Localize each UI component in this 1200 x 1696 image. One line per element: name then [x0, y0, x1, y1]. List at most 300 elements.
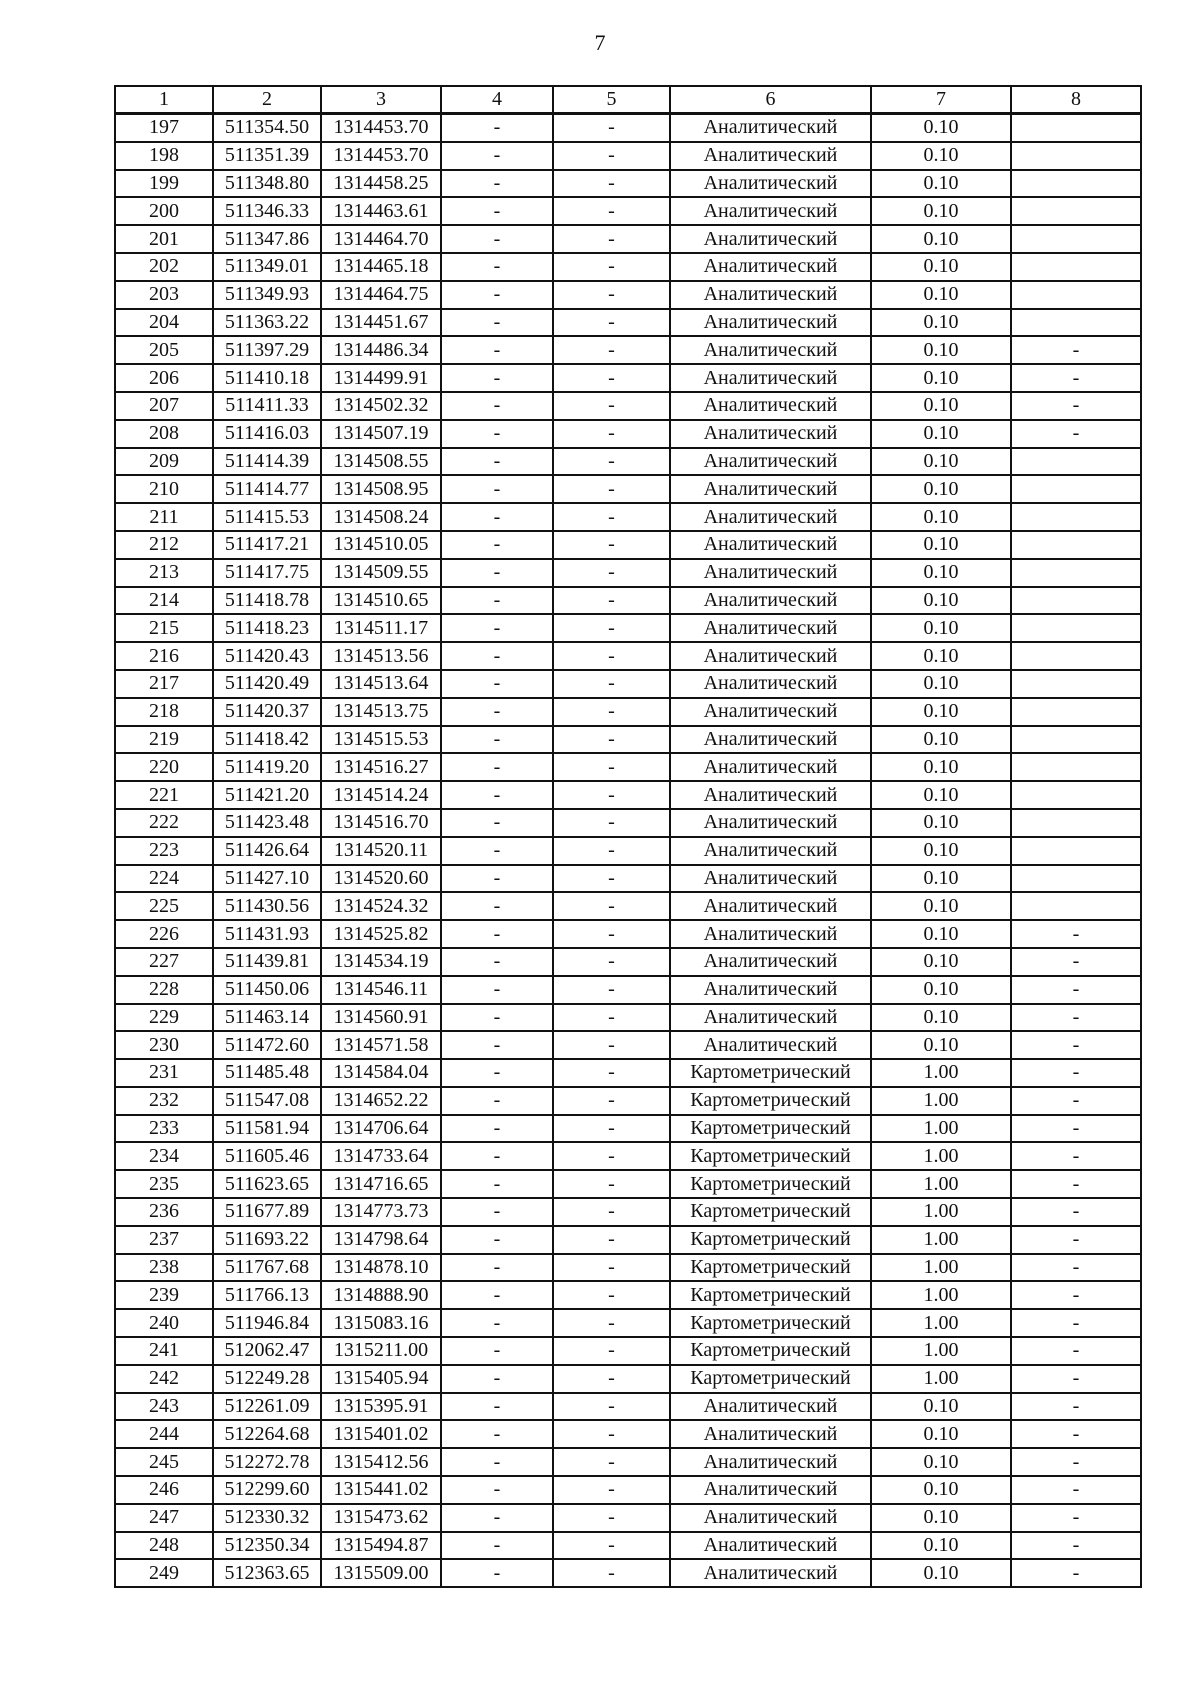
y-coordinate-cell: 1315412.56: [321, 1448, 441, 1476]
point-number-cell: 214: [115, 587, 213, 615]
col4-cell: -: [441, 1004, 553, 1032]
col5-cell: -: [553, 781, 670, 809]
point-number-cell: 240: [115, 1309, 213, 1337]
col4-cell: -: [441, 197, 553, 225]
table-row: [115, 1448, 1141, 1476]
table-row: [115, 559, 1141, 587]
col5-cell: -: [553, 726, 670, 754]
x-coordinate-cell: 511423.48: [213, 809, 321, 837]
col5-cell: -: [553, 1281, 670, 1309]
col4-cell: -: [441, 726, 553, 754]
table-row: [115, 114, 1141, 142]
x-coordinate-cell: 512330.32: [213, 1504, 321, 1532]
method-cell: Аналитический: [670, 392, 871, 420]
method-cell: Аналитический: [670, 642, 871, 670]
table-row: [115, 309, 1141, 337]
col4-cell: -: [441, 1198, 553, 1226]
col5-cell: -: [553, 1337, 670, 1365]
accuracy-cell: 1.00: [871, 1115, 1011, 1143]
point-number-cell: 202: [115, 253, 213, 281]
point-number-cell: 218: [115, 698, 213, 726]
col4-cell: -: [441, 948, 553, 976]
column-header: 5: [553, 86, 670, 114]
table-row: [115, 1365, 1141, 1393]
x-coordinate-cell: 512249.28: [213, 1365, 321, 1393]
table-row: [115, 1254, 1141, 1282]
col5-cell: -: [553, 1087, 670, 1115]
method-cell: Аналитический: [670, 587, 871, 615]
y-coordinate-cell: 1314516.70: [321, 809, 441, 837]
y-coordinate-cell: 1315401.02: [321, 1420, 441, 1448]
col8-cell: [1011, 698, 1141, 726]
col4-cell: -: [441, 642, 553, 670]
point-number-cell: 242: [115, 1365, 213, 1393]
point-number-cell: 225: [115, 892, 213, 920]
accuracy-cell: 1.00: [871, 1198, 1011, 1226]
method-cell: Аналитический: [670, 698, 871, 726]
accuracy-cell: 0.10: [871, 225, 1011, 253]
x-coordinate-cell: 511472.60: [213, 1031, 321, 1059]
y-coordinate-cell: 1315211.00: [321, 1337, 441, 1365]
col4-cell: -: [441, 1059, 553, 1087]
table-row: [115, 1115, 1141, 1143]
method-cell: Картометрический: [670, 1059, 871, 1087]
col5-cell: -: [553, 1226, 670, 1254]
col4-cell: -: [441, 336, 553, 364]
y-coordinate-cell: 1315395.91: [321, 1393, 441, 1421]
point-number-cell: 238: [115, 1254, 213, 1282]
table-row: [115, 698, 1141, 726]
col8-cell: [1011, 809, 1141, 837]
x-coordinate-cell: 511463.14: [213, 1004, 321, 1032]
col5-cell: -: [553, 336, 670, 364]
table-row: [115, 142, 1141, 170]
col5-cell: -: [553, 976, 670, 1004]
col8-cell: [1011, 587, 1141, 615]
point-number-cell: 207: [115, 392, 213, 420]
point-number-cell: 233: [115, 1115, 213, 1143]
col4-cell: -: [441, 364, 553, 392]
point-number-cell: 247: [115, 1504, 213, 1532]
col8-cell: [1011, 503, 1141, 531]
method-cell: Аналитический: [670, 1420, 871, 1448]
method-cell: Аналитический: [670, 1393, 871, 1421]
accuracy-cell: 0.10: [871, 503, 1011, 531]
method-cell: Аналитический: [670, 1532, 871, 1560]
point-number-cell: 224: [115, 865, 213, 893]
col5-cell: -: [553, 1031, 670, 1059]
table-row: [115, 170, 1141, 198]
x-coordinate-cell: 511417.75: [213, 559, 321, 587]
point-number-cell: 232: [115, 1087, 213, 1115]
point-number-cell: 199: [115, 170, 213, 198]
col8-cell: -: [1011, 336, 1141, 364]
method-cell: Картометрический: [670, 1281, 871, 1309]
accuracy-cell: 0.10: [871, 559, 1011, 587]
table-row: [115, 1559, 1141, 1587]
accuracy-cell: 0.10: [871, 197, 1011, 225]
col8-cell: -: [1011, 1087, 1141, 1115]
col4-cell: -: [441, 1393, 553, 1421]
accuracy-cell: 0.10: [871, 1448, 1011, 1476]
method-cell: Аналитический: [670, 336, 871, 364]
y-coordinate-cell: 1315509.00: [321, 1559, 441, 1587]
table-row: [115, 420, 1141, 448]
col5-cell: -: [553, 1532, 670, 1560]
col4-cell: -: [441, 531, 553, 559]
column-header: 4: [441, 86, 553, 114]
accuracy-cell: 0.10: [871, 475, 1011, 503]
column-header: 8: [1011, 86, 1141, 114]
col8-cell: -: [1011, 1115, 1141, 1143]
col4-cell: -: [441, 1309, 553, 1337]
method-cell: Аналитический: [670, 225, 871, 253]
x-coordinate-cell: 511417.21: [213, 531, 321, 559]
accuracy-cell: 1.00: [871, 1226, 1011, 1254]
table-body: [115, 114, 1141, 1588]
method-cell: Картометрический: [670, 1087, 871, 1115]
col5-cell: -: [553, 670, 670, 698]
col8-cell: -: [1011, 1226, 1141, 1254]
col5-cell: -: [553, 503, 670, 531]
method-cell: Аналитический: [670, 781, 871, 809]
point-number-cell: 203: [115, 281, 213, 309]
x-coordinate-cell: 511418.23: [213, 614, 321, 642]
table-row: [115, 781, 1141, 809]
point-number-cell: 204: [115, 309, 213, 337]
method-cell: Картометрический: [670, 1337, 871, 1365]
point-number-cell: 223: [115, 837, 213, 865]
col5-cell: -: [553, 364, 670, 392]
method-cell: Картометрический: [670, 1198, 871, 1226]
point-number-cell: 230: [115, 1031, 213, 1059]
point-number-cell: 241: [115, 1337, 213, 1365]
col5-cell: -: [553, 225, 670, 253]
accuracy-cell: 0.10: [871, 1004, 1011, 1032]
col4-cell: -: [441, 253, 553, 281]
col4-cell: -: [441, 837, 553, 865]
accuracy-cell: 1.00: [871, 1087, 1011, 1115]
col8-cell: -: [1011, 1281, 1141, 1309]
col5-cell: -: [553, 1115, 670, 1143]
accuracy-cell: 0.10: [871, 1420, 1011, 1448]
y-coordinate-cell: 1314507.19: [321, 420, 441, 448]
table-row: [115, 920, 1141, 948]
accuracy-cell: 1.00: [871, 1142, 1011, 1170]
method-cell: Картометрический: [670, 1226, 871, 1254]
y-coordinate-cell: 1314508.95: [321, 475, 441, 503]
y-coordinate-cell: 1314534.19: [321, 948, 441, 976]
accuracy-cell: 0.10: [871, 420, 1011, 448]
table-row: [115, 865, 1141, 893]
col4-cell: -: [441, 1254, 553, 1282]
col8-cell: [1011, 197, 1141, 225]
col5-cell: -: [553, 809, 670, 837]
col4-cell: -: [441, 698, 553, 726]
x-coordinate-cell: 511430.56: [213, 892, 321, 920]
y-coordinate-cell: 1314513.64: [321, 670, 441, 698]
point-number-cell: 208: [115, 420, 213, 448]
x-coordinate-cell: 511427.10: [213, 865, 321, 893]
col4-cell: -: [441, 1559, 553, 1587]
x-coordinate-cell: 511346.33: [213, 197, 321, 225]
y-coordinate-cell: 1314888.90: [321, 1281, 441, 1309]
col4-cell: -: [441, 1142, 553, 1170]
col8-cell: -: [1011, 364, 1141, 392]
method-cell: Аналитический: [670, 475, 871, 503]
accuracy-cell: 0.10: [871, 336, 1011, 364]
col4-cell: -: [441, 809, 553, 837]
point-number-cell: 244: [115, 1420, 213, 1448]
accuracy-cell: 0.10: [871, 1393, 1011, 1421]
y-coordinate-cell: 1314520.11: [321, 837, 441, 865]
accuracy-cell: 0.10: [871, 114, 1011, 142]
y-coordinate-cell: 1314706.64: [321, 1115, 441, 1143]
col8-cell: -: [1011, 1337, 1141, 1365]
y-coordinate-cell: 1314524.32: [321, 892, 441, 920]
col4-cell: -: [441, 225, 553, 253]
x-coordinate-cell: 511349.01: [213, 253, 321, 281]
method-cell: Картометрический: [670, 1254, 871, 1282]
accuracy-cell: 0.10: [871, 920, 1011, 948]
col5-cell: -: [553, 1476, 670, 1504]
method-cell: Картометрический: [670, 1142, 871, 1170]
method-cell: Картометрический: [670, 1170, 871, 1198]
table-row: [115, 1393, 1141, 1421]
accuracy-cell: 1.00: [871, 1254, 1011, 1282]
accuracy-cell: 0.10: [871, 281, 1011, 309]
accuracy-cell: 0.10: [871, 892, 1011, 920]
table-row: [115, 1198, 1141, 1226]
method-cell: Аналитический: [670, 420, 871, 448]
table-row: [115, 448, 1141, 476]
col5-cell: -: [553, 1393, 670, 1421]
x-coordinate-cell: 512272.78: [213, 1448, 321, 1476]
col5-cell: -: [553, 753, 670, 781]
col4-cell: -: [441, 1337, 553, 1365]
accuracy-cell: 1.00: [871, 1337, 1011, 1365]
col8-cell: [1011, 448, 1141, 476]
method-cell: Аналитический: [670, 1559, 871, 1587]
col4-cell: -: [441, 1532, 553, 1560]
y-coordinate-cell: 1314458.25: [321, 170, 441, 198]
col4-cell: -: [441, 114, 553, 142]
method-cell: Картометрический: [670, 1309, 871, 1337]
col5-cell: -: [553, 1365, 670, 1393]
col8-cell: [1011, 614, 1141, 642]
accuracy-cell: 0.10: [871, 642, 1011, 670]
col8-cell: -: [1011, 392, 1141, 420]
column-header: 3: [321, 86, 441, 114]
table-row: [115, 948, 1141, 976]
table-row: [115, 1031, 1141, 1059]
x-coordinate-cell: 511347.86: [213, 225, 321, 253]
accuracy-cell: 1.00: [871, 1059, 1011, 1087]
col8-cell: [1011, 865, 1141, 893]
col5-cell: -: [553, 1059, 670, 1087]
point-number-cell: 212: [115, 531, 213, 559]
accuracy-cell: 0.10: [871, 142, 1011, 170]
y-coordinate-cell: 1314464.75: [321, 281, 441, 309]
col8-cell: [1011, 670, 1141, 698]
x-coordinate-cell: 511418.78: [213, 587, 321, 615]
accuracy-cell: 0.10: [871, 726, 1011, 754]
y-coordinate-cell: 1315473.62: [321, 1504, 441, 1532]
col8-cell: -: [1011, 1504, 1141, 1532]
table-row: [115, 976, 1141, 1004]
col5-cell: -: [553, 698, 670, 726]
point-number-cell: 219: [115, 726, 213, 754]
x-coordinate-cell: 511439.81: [213, 948, 321, 976]
col8-cell: [1011, 170, 1141, 198]
table-row: [115, 642, 1141, 670]
method-cell: Аналитический: [670, 281, 871, 309]
y-coordinate-cell: 1314464.70: [321, 225, 441, 253]
method-cell: Аналитический: [670, 114, 871, 142]
point-number-cell: 243: [115, 1393, 213, 1421]
point-number-cell: 217: [115, 670, 213, 698]
x-coordinate-cell: 511351.39: [213, 142, 321, 170]
col5-cell: -: [553, 1420, 670, 1448]
method-cell: Аналитический: [670, 865, 871, 893]
y-coordinate-cell: 1314465.18: [321, 253, 441, 281]
x-coordinate-cell: 511410.18: [213, 364, 321, 392]
table-row: [115, 475, 1141, 503]
col5-cell: -: [553, 309, 670, 337]
col5-cell: -: [553, 448, 670, 476]
col5-cell: -: [553, 1142, 670, 1170]
method-cell: Аналитический: [670, 253, 871, 281]
point-number-cell: 216: [115, 642, 213, 670]
point-number-cell: 249: [115, 1559, 213, 1587]
y-coordinate-cell: 1314546.11: [321, 976, 441, 1004]
col4-cell: -: [441, 587, 553, 615]
point-number-cell: 210: [115, 475, 213, 503]
col8-cell: -: [1011, 1059, 1141, 1087]
col4-cell: -: [441, 420, 553, 448]
y-coordinate-cell: 1314513.75: [321, 698, 441, 726]
accuracy-cell: 0.10: [871, 670, 1011, 698]
col8-cell: [1011, 475, 1141, 503]
col5-cell: -: [553, 281, 670, 309]
x-coordinate-cell: 511354.50: [213, 114, 321, 142]
point-number-cell: 248: [115, 1532, 213, 1560]
point-number-cell: 231: [115, 1059, 213, 1087]
x-coordinate-cell: 512261.09: [213, 1393, 321, 1421]
col4-cell: -: [441, 1504, 553, 1532]
table-row: [115, 364, 1141, 392]
method-cell: Аналитический: [670, 614, 871, 642]
point-number-cell: 197: [115, 114, 213, 142]
table-row: [115, 1532, 1141, 1560]
accuracy-cell: 0.10: [871, 976, 1011, 1004]
table-row: [115, 670, 1141, 698]
y-coordinate-cell: 1314798.64: [321, 1226, 441, 1254]
col5-cell: -: [553, 1448, 670, 1476]
col4-cell: -: [441, 920, 553, 948]
accuracy-cell: 0.10: [871, 781, 1011, 809]
col8-cell: -: [1011, 1420, 1141, 1448]
col5-cell: -: [553, 1559, 670, 1587]
accuracy-cell: 0.10: [871, 170, 1011, 198]
col8-cell: -: [1011, 1198, 1141, 1226]
x-coordinate-cell: 511411.33: [213, 392, 321, 420]
col4-cell: -: [441, 1448, 553, 1476]
col5-cell: -: [553, 114, 670, 142]
y-coordinate-cell: 1315494.87: [321, 1532, 441, 1560]
table-row: [115, 614, 1141, 642]
col4-cell: -: [441, 614, 553, 642]
method-cell: Аналитический: [670, 142, 871, 170]
point-number-cell: 229: [115, 1004, 213, 1032]
y-coordinate-cell: 1315083.16: [321, 1309, 441, 1337]
method-cell: Картометрический: [670, 1365, 871, 1393]
column-header: 1: [115, 86, 213, 114]
col8-cell: [1011, 892, 1141, 920]
method-cell: Аналитический: [670, 309, 871, 337]
col8-cell: -: [1011, 1254, 1141, 1282]
col4-cell: -: [441, 503, 553, 531]
col8-cell: -: [1011, 1170, 1141, 1198]
point-number-cell: 211: [115, 503, 213, 531]
method-cell: Аналитический: [670, 892, 871, 920]
col5-cell: -: [553, 559, 670, 587]
y-coordinate-cell: 1314560.91: [321, 1004, 441, 1032]
col4-cell: -: [441, 281, 553, 309]
table-row: [115, 531, 1141, 559]
accuracy-cell: 0.10: [871, 309, 1011, 337]
method-cell: Аналитический: [670, 920, 871, 948]
point-number-cell: 245: [115, 1448, 213, 1476]
table-row: [115, 1226, 1141, 1254]
col8-cell: [1011, 726, 1141, 754]
y-coordinate-cell: 1314453.70: [321, 114, 441, 142]
table-row: [115, 503, 1141, 531]
x-coordinate-cell: 511547.08: [213, 1087, 321, 1115]
col5-cell: -: [553, 1254, 670, 1282]
col8-cell: [1011, 253, 1141, 281]
y-coordinate-cell: 1314878.10: [321, 1254, 441, 1282]
col5-cell: -: [553, 392, 670, 420]
col8-cell: -: [1011, 1365, 1141, 1393]
method-cell: Аналитический: [670, 976, 871, 1004]
x-coordinate-cell: 511767.68: [213, 1254, 321, 1282]
method-cell: Аналитический: [670, 1004, 871, 1032]
method-cell: Аналитический: [670, 1476, 871, 1504]
col4-cell: -: [441, 1115, 553, 1143]
col8-cell: -: [1011, 976, 1141, 1004]
table-row: [115, 837, 1141, 865]
x-coordinate-cell: 511431.93: [213, 920, 321, 948]
y-coordinate-cell: 1314520.60: [321, 865, 441, 893]
x-coordinate-cell: 511426.64: [213, 837, 321, 865]
col5-cell: -: [553, 420, 670, 448]
method-cell: Аналитический: [670, 531, 871, 559]
accuracy-cell: 0.10: [871, 448, 1011, 476]
accuracy-cell: 0.10: [871, 1031, 1011, 1059]
table-row: [115, 1476, 1141, 1504]
table-row: [115, 892, 1141, 920]
method-cell: Аналитический: [670, 1504, 871, 1532]
x-coordinate-cell: 511414.77: [213, 475, 321, 503]
point-number-cell: 213: [115, 559, 213, 587]
y-coordinate-cell: 1314516.27: [321, 753, 441, 781]
point-number-cell: 239: [115, 1281, 213, 1309]
x-coordinate-cell: 511418.42: [213, 726, 321, 754]
point-number-cell: 200: [115, 197, 213, 225]
method-cell: Картометрический: [670, 1115, 871, 1143]
x-coordinate-cell: 511416.03: [213, 420, 321, 448]
